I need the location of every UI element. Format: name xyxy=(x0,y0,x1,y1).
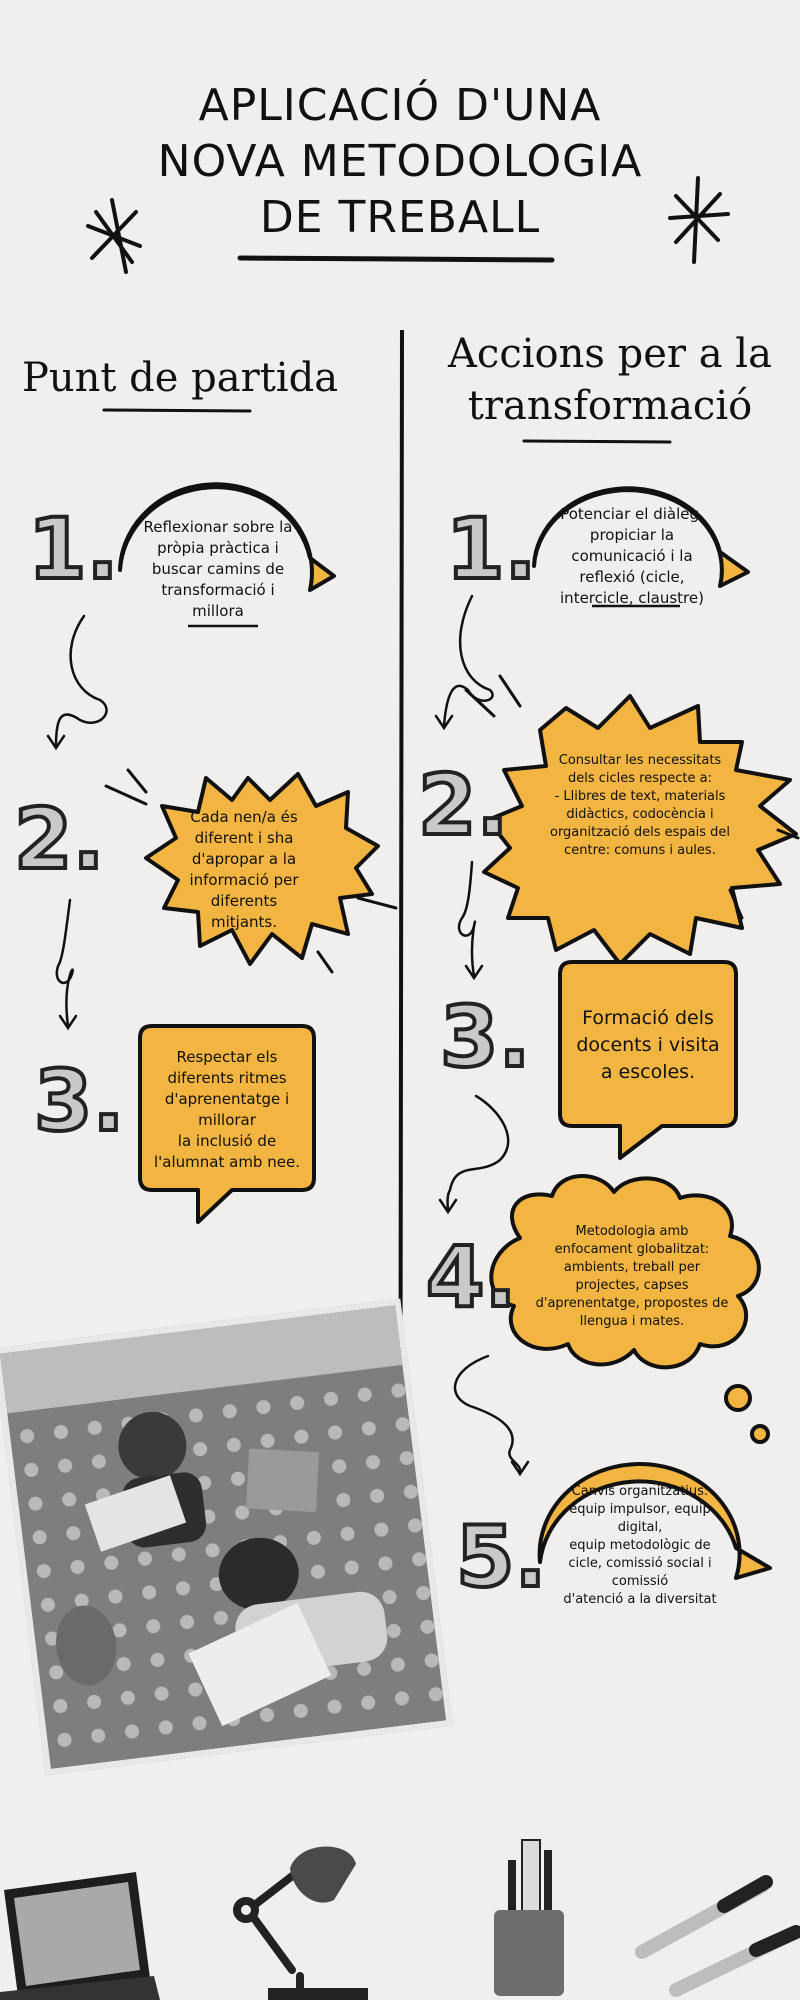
left-number-3: 3. xyxy=(34,1052,125,1150)
text-line: millora xyxy=(192,601,244,620)
left-number-1: 1. xyxy=(28,500,119,598)
right-number-3: 3. xyxy=(440,988,531,1086)
text-line: Respectar els xyxy=(176,1048,278,1066)
pens-icon xyxy=(642,1882,796,1990)
thought-dot-small xyxy=(752,1426,768,1442)
text-line: comunicació i la xyxy=(571,546,693,565)
arrow-right-3-4-icon xyxy=(448,1096,509,1210)
classroom-photo xyxy=(0,1299,453,1776)
left-bubble-1-text xyxy=(128,504,308,634)
left-bubble-3-text xyxy=(140,1036,314,1184)
right-bubble-5-text xyxy=(548,1478,732,1614)
title-line-3: DE TREBALL xyxy=(259,192,541,243)
text-line: reflexió (cicle, xyxy=(579,567,685,586)
title-line-2: NOVA METODOLOGIA xyxy=(157,136,643,187)
text-line: d'aprenentatge, propostes de xyxy=(535,1296,729,1311)
right-number-5: 5. xyxy=(456,1508,547,1606)
arrow-left-1-2-icon xyxy=(56,616,107,746)
laptop-icon xyxy=(0,1872,160,2000)
text-line: d'atenció a la diversitat xyxy=(563,1592,717,1607)
bottom-illustrations xyxy=(0,1820,800,2000)
right-bubble-4-text xyxy=(522,1212,742,1342)
arrow-right-4-5-icon xyxy=(455,1356,520,1472)
text-line: dels cicles respecte a: xyxy=(567,771,712,786)
left-number-2: 2. xyxy=(14,790,105,888)
text-line: projectes, capses xyxy=(575,1278,689,1293)
text-line: Potenciar el diàleg, xyxy=(560,504,704,523)
text-line: transformació i xyxy=(161,580,275,599)
title-line-1: APLICACIÓ D'UNA xyxy=(198,80,602,131)
pencil-cup-icon xyxy=(494,1840,564,1996)
photo-placeholder xyxy=(0,1305,448,1771)
text-line: Canvis organitzatius: xyxy=(571,1484,709,1499)
thought-dot-large xyxy=(726,1386,750,1410)
left-column-heading: Punt de partida xyxy=(21,355,339,401)
text-line: docents i visita xyxy=(576,1033,720,1056)
text-line: centre: comuns i aules. xyxy=(564,843,716,858)
text-line: d'apropar a la xyxy=(191,850,297,868)
left-bubble-2-text xyxy=(176,800,312,940)
text-line: equip impulsor, equip xyxy=(569,1502,711,1517)
right-bubble-3-text xyxy=(560,990,736,1100)
text-line: Formació dels xyxy=(582,1006,714,1029)
text-line: Metodologia amb xyxy=(575,1224,689,1239)
text-line: Reflexionar sobre la xyxy=(143,517,293,536)
text-line: intercicle, claustre) xyxy=(560,588,704,607)
text-line: digital, xyxy=(617,1520,663,1535)
right-bubble-2-text xyxy=(540,736,740,876)
text-line: buscar camins de xyxy=(151,559,285,578)
text-line: millorar xyxy=(198,1111,256,1129)
text-line: diferents ritmes xyxy=(167,1069,287,1087)
text-line: llengua i mates. xyxy=(579,1314,685,1329)
text-line: cicle, comissió social i xyxy=(568,1556,712,1571)
text-line: propiciar la xyxy=(589,525,675,544)
right-number-1: 1. xyxy=(446,500,537,598)
text-line: ambients, treball per xyxy=(563,1260,701,1275)
text-line: d'aprenentatge i xyxy=(164,1090,290,1108)
text-line: didàctics, codocència i xyxy=(566,807,714,822)
text-line: l'alumnat amb nee. xyxy=(154,1153,300,1171)
text-line: comissió xyxy=(611,1574,669,1589)
text-line: mitjants. xyxy=(211,913,277,931)
text-line: - Llibres de text, materials xyxy=(554,789,726,804)
text-line: Cada nen/a és xyxy=(190,808,298,826)
right-heading-line-2: transformació xyxy=(467,383,753,429)
text-line: a escoles. xyxy=(600,1060,696,1083)
right-bubble-1-text xyxy=(540,494,724,618)
arrow-right-2-3-icon xyxy=(459,862,475,976)
text-line: equip metodològic de xyxy=(569,1538,711,1553)
right-heading-line-1: Accions per a la xyxy=(448,331,772,377)
right-number-2: 2. xyxy=(418,756,509,854)
text-line: informació per xyxy=(189,871,299,889)
text-line: Consultar les necessitats xyxy=(558,753,722,768)
text-line: enfocament globalitzat: xyxy=(554,1242,710,1257)
text-line: diferents xyxy=(210,892,278,910)
arrow-left-2-3-icon xyxy=(57,900,73,1026)
desk-lamp-icon xyxy=(237,1846,368,2000)
right-number-4: 4. xyxy=(426,1228,517,1326)
text-line: organització dels espais del xyxy=(549,825,730,840)
text-line: la inclusió de xyxy=(177,1132,277,1150)
text-line: diferent i sha xyxy=(194,829,294,847)
text-line: pròpia pràctica i xyxy=(157,538,279,557)
